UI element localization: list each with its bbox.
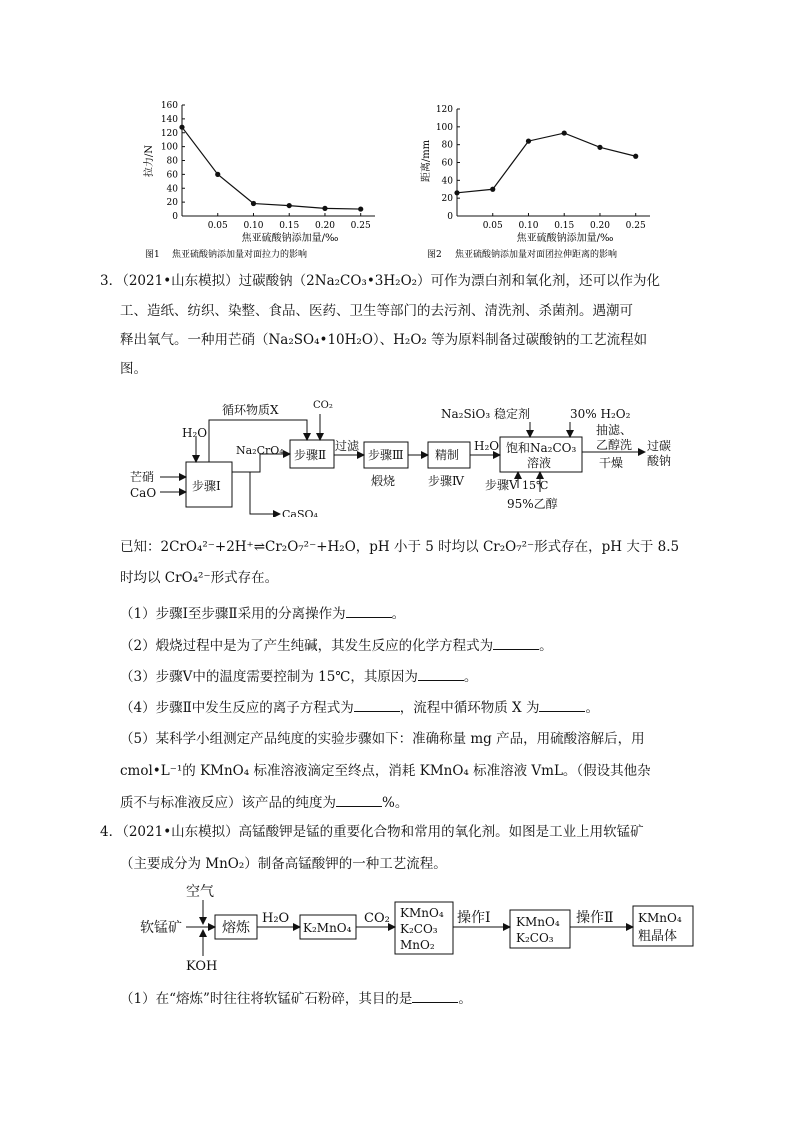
q3-known-line-2: 时均以 CrO₄²⁻形式存在。 — [120, 570, 279, 586]
figure-2-plot — [436, 105, 650, 231]
q4-sub1-text: （1）在“熔炼”时往往将软锰矿石粉碎，其目的是 — [120, 991, 413, 1007]
figure-1-caption-number: 图1 — [145, 250, 160, 260]
y-tick-label: 80 — [166, 156, 178, 167]
h2o-label: H₂O — [182, 426, 208, 440]
y-tick-label: 120 — [160, 128, 178, 139]
caso4-arrow — [250, 472, 280, 514]
filter-label: 过滤 — [335, 439, 360, 453]
data-point — [490, 187, 495, 192]
answer-blank[interactable] — [354, 699, 400, 712]
data-point — [358, 206, 363, 211]
melt-label: 熔炼 — [222, 920, 250, 936]
mid-label-2: K₂CO₃ — [516, 931, 554, 945]
air-label: 空气 — [186, 884, 214, 900]
q3-line-1 — [100, 271, 660, 291]
y-tick-label: 60 — [441, 158, 453, 169]
crude-label-2: 粗晶体 — [638, 929, 678, 944]
step4-label: 步骤Ⅳ — [428, 474, 464, 488]
q4-intro-line-2: （主要成分为 MnO₂）制备高锰酸钾的一种工艺流程。 — [120, 856, 447, 872]
k2mno4-label: K₂MnO₄ — [303, 921, 352, 935]
q3-sub4-text-a: （4）步骤Ⅱ中发生反应的离子方程式为 — [120, 700, 354, 716]
q3-sub2 — [120, 634, 553, 654]
y-tick-label: 100 — [435, 122, 453, 133]
figure-2 — [415, 95, 680, 265]
post-process-label-2: 乙醇洗 — [596, 438, 633, 452]
y-axis-label: 距离/mm — [421, 139, 432, 183]
data-point — [251, 201, 256, 206]
product-label-1: 过碳 — [647, 439, 672, 453]
na2cro4-label: Na₂CrO₄ — [236, 444, 284, 457]
x-tick-label: 0.10 — [243, 221, 264, 231]
step2-label: 步骤Ⅱ — [294, 448, 327, 462]
q3-sub4 — [120, 696, 599, 716]
q3-number: 3． — [100, 273, 123, 289]
h2o-label-2: H₂O — [474, 439, 500, 453]
mix-label-2: K₂CO₃ — [400, 922, 438, 936]
koh-label: KOH — [186, 959, 218, 974]
q3-intro-line-1: （2021•山东模拟）过碳酸钠（2Na₂CO₃•3H₂O₂）可作为漂白剂和氧化剂，还可以作为化 — [122, 273, 661, 289]
ethanol-label: 95%乙醇 — [507, 497, 558, 511]
product-label-2: 酸钠 — [647, 454, 672, 468]
additives-label: Na₂SiO₃ 稳定剂 — [441, 407, 530, 421]
q3-sub1-text: （1）步骤Ⅰ至步骤Ⅱ采用的分离操作为 — [120, 606, 346, 622]
q4-flow-diagram — [140, 880, 700, 975]
data-point — [562, 130, 567, 135]
q3-flow-diagram — [130, 392, 690, 517]
x-tick-label: 0.25 — [350, 221, 371, 231]
step5-label: 步骤Ⅴ — [485, 478, 518, 492]
figure-2-caption-number: 图2 — [427, 250, 442, 260]
q4-number: 4． — [100, 824, 123, 840]
calcine-label: 煅烧 — [371, 474, 396, 488]
q3-intro-line-3: 释出氧气。一种用芒硝（Na₂SO₄•10H₂O）、H₂O₂ 等为原料制备过碳酸钠的工艺流程如 — [120, 332, 648, 348]
data-point — [287, 203, 292, 208]
h2o2-30-label: 30% H₂O₂ — [570, 407, 631, 421]
end-mark: 。 — [539, 638, 553, 654]
mix-label-3: MnO₂ — [400, 938, 435, 952]
q3-sub5-line-1: （5）某科学小组测定产品纯度的实验步骤如下：准确称量 mg 产品，用硫酸溶解后，用 — [120, 731, 645, 747]
mangxiao-label: 芒硝 — [130, 470, 155, 484]
q3-intro-line-2: 工、造纸、纺织、染整、食品、医药、卫生等部门的去污剂、清洗剂、杀菌剂。遇潮可 — [120, 303, 633, 319]
mid-label-1: KMnO₄ — [516, 915, 560, 929]
step1-label: 步骤Ⅰ — [192, 479, 221, 493]
saturated-solution-label-2: 溶液 — [527, 456, 552, 470]
answer-blank[interactable] — [418, 668, 464, 681]
data-point — [633, 154, 638, 159]
figure-2-caption: 焦亚硫酸钠添加量对面团拉伸距离的影响 — [455, 250, 618, 260]
refine-label: 精制 — [435, 448, 460, 462]
x-tick-label: 0.15 — [279, 221, 300, 231]
temperature-label: 15℃ — [522, 479, 549, 492]
y-tick-label: 20 — [166, 198, 178, 209]
x-tick-label: 0.05 — [207, 221, 228, 231]
data-point — [322, 206, 327, 211]
end-mark: 。 — [458, 991, 472, 1007]
step3-label: 步骤Ⅲ — [368, 448, 404, 462]
op1-label: 操作Ⅰ — [457, 910, 491, 926]
y-axis-label: 拉力/N — [144, 144, 155, 178]
y-tick-label: 0 — [447, 212, 453, 222]
end-mark: 。 — [391, 606, 406, 622]
caso4-label: CaSO₄ — [282, 508, 318, 517]
q3-sub5-text-a: 质不与标准液反应）该产品的纯度为 — [120, 795, 336, 811]
data-point — [526, 139, 531, 144]
y-tick-label: 140 — [160, 114, 178, 125]
data-point — [597, 145, 602, 150]
q3-intro-line-4: 图。 — [120, 361, 147, 377]
y-tick-label: 60 — [166, 170, 178, 181]
recycle-label: 循环物质X — [222, 403, 279, 417]
y-tick-label: 120 — [435, 105, 453, 115]
post-process-label-1: 抽滤、 — [596, 423, 633, 437]
x-axis-label: 焦亚硫酸钠添加量/‰ — [241, 233, 339, 244]
q4-line-1 — [100, 822, 644, 842]
y-tick-label: 20 — [441, 194, 453, 205]
ore-label: 软锰矿 — [140, 920, 182, 936]
x-tick-label: 0.20 — [314, 221, 335, 231]
q4-sub1 — [120, 987, 472, 1007]
answer-blank[interactable] — [336, 794, 382, 807]
co2-label: CO₂ — [313, 400, 333, 411]
y-tick-label: 40 — [441, 176, 453, 187]
figure-1 — [140, 95, 380, 265]
op2-label: 操作Ⅱ — [576, 910, 614, 926]
y-tick-label: 0 — [172, 212, 178, 222]
crude-label-1: KMnO₄ — [638, 911, 682, 925]
q3-sub5-text-b: %。 — [382, 795, 409, 811]
answer-blank[interactable] — [412, 990, 458, 1003]
cao-label: CaO — [130, 486, 157, 500]
x-tick-label: 0.25 — [625, 221, 646, 231]
q3-sub5-line-2: cmol•L⁻¹的 KMnO₄ 标准溶液滴定至终点，消耗 KMnO₄ 标准溶液 VmL。（假设其他杂 — [120, 763, 651, 779]
co2-label: CO₂ — [364, 911, 390, 926]
h2o-label: H₂O — [262, 911, 290, 926]
q3-sub3 — [120, 665, 477, 685]
q3-sub5-line-3 — [120, 791, 408, 811]
q3-sub1 — [120, 602, 405, 622]
q3-sub3-text: （3）步骤Ⅴ中的温度需要控制为 15℃，其原因为 — [120, 669, 418, 685]
y-tick-label: 80 — [441, 140, 453, 151]
q3-sub4-text-b: ，流程中循环物质 X 为 — [399, 700, 540, 716]
q3-sub2-text: （2）煅烧过程中是为了产生纯碱，其发生反应的化学方程式为 — [120, 638, 494, 654]
answer-blank[interactable] — [346, 605, 392, 618]
data-point — [454, 190, 459, 195]
end-mark: 。 — [585, 700, 599, 716]
x-axis-label: 焦亚硫酸钠添加量/‰ — [516, 233, 614, 244]
x-tick-label: 0.10 — [518, 221, 539, 231]
figure-1-plot — [161, 101, 375, 231]
y-tick-label: 100 — [160, 142, 178, 153]
data-point — [215, 172, 220, 177]
y-tick-label: 160 — [160, 101, 178, 111]
y-tick-label: 40 — [166, 184, 178, 195]
figure-1-caption: 焦亚硫酸钠添加量对面拉力的影响 — [172, 250, 308, 260]
x-tick-label: 0.20 — [589, 221, 610, 231]
post-process-label-3: 干燥 — [599, 456, 624, 470]
answer-blank[interactable] — [493, 637, 539, 650]
end-mark: 。 — [463, 669, 478, 685]
x-tick-label: 0.15 — [554, 221, 575, 231]
saturated-solution-label-1: 饱和Na₂CO₃ — [506, 441, 577, 455]
series-line — [182, 127, 361, 209]
q4-intro-line-1: （2021•山东模拟）高锰酸钾是锰的重要化合物和常用的氧化剂。如图是工业上用软锰矿 — [122, 824, 644, 840]
q3-known-line-1: 已知：2CrO₄²⁻+2H⁺⇌Cr₂O₇²⁻+H₂O，pH 小于 5 时均以 Cr₂O₇²⁻形式存在，pH 大于 8.5 — [120, 539, 680, 555]
data-point — [179, 125, 184, 130]
mix-label-1: KMnO₄ — [400, 906, 444, 920]
answer-blank[interactable] — [539, 699, 585, 712]
x-tick-label: 0.05 — [482, 221, 503, 231]
series-line — [457, 133, 636, 193]
